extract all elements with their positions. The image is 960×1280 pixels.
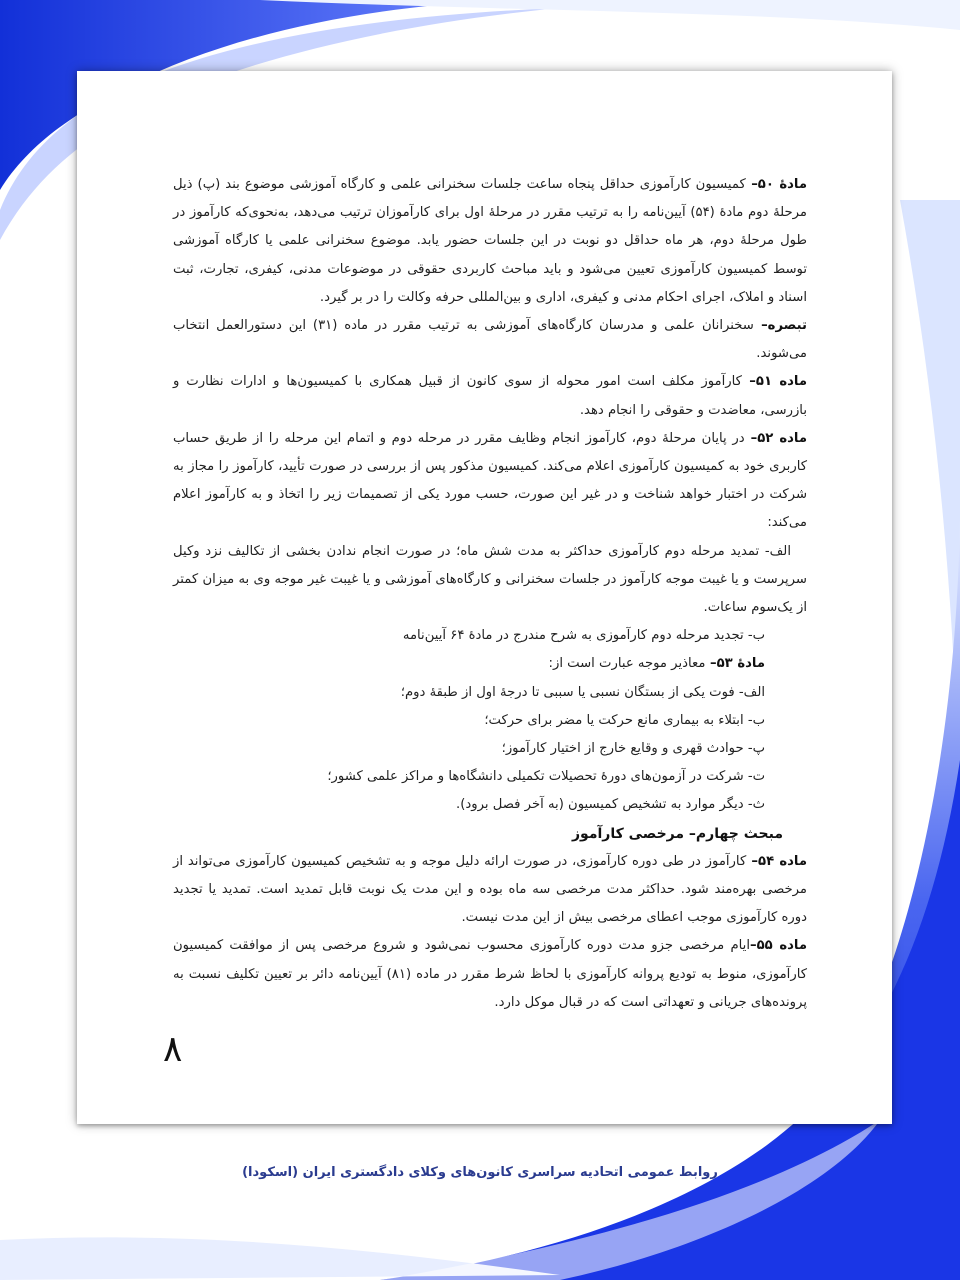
section-subtitle: مبحث چهارم– مرخصی کارآموز bbox=[571, 825, 783, 842]
footer-credit: روابط عمومی اتحادیه سراسری کانون‌های وکلای دادگستری ایران (اسکودا) bbox=[242, 1165, 718, 1180]
list-item: پ- حوادث قهری و وقایع خارج از اختیار کارآموز؛ bbox=[501, 741, 765, 757]
page-number: ۸ bbox=[163, 1029, 183, 1070]
article-heading: مادهٔ ۵۳– bbox=[705, 656, 765, 672]
article-heading: ماده ۵۱– bbox=[741, 374, 808, 390]
clause-text: الف- تمدید مرحله دوم کارآموزی حداکثر به مدت شش ماه؛ در صورت انجام ندادن بخشی از تکالیف نزد وکیل سرپرست و یا غیبت موجه کارآموز در جلسات سخنرانی و کارگاه‌های آموزشی و یا غیبت غیر موجه وی به میزان کمتر از یک‌سوم ساعات. bbox=[173, 543, 807, 616]
article-54 bbox=[173, 848, 807, 933]
document-page bbox=[77, 71, 892, 1124]
article-text: در پایان مرحلهٔ دوم، کارآموز انجام وظایف مقرر در مرحله دوم و اتمام این مرحله را از طریق حساب کاربری خود به کمیسیون کارآموزی اعلام می‌کند. کمیسیون مذکور پس از بررسی در صورت تأیید، کارآموز را مجاز به شرکت در اختبار خواهد شناخت و در غیر این صورت، حسب مورد یکی از تصمیمات زیر را اتخاذ و به کارآموز اعلام می‌کند: bbox=[173, 430, 807, 531]
note-paragraph bbox=[173, 312, 807, 368]
list-item: ث- دیگر موارد به تشخیص کمیسیون (به آخر فصل برود). bbox=[456, 797, 765, 813]
note-heading: تبصره– bbox=[753, 318, 807, 334]
article-heading: مادهٔ ۵۰– bbox=[745, 177, 807, 192]
article-text: کارآموز مکلف است امور محوله از سوی کانون از قبیل همکاری با کمیسیون‌ها و ادارات نظارت و بازرسی، معاضدت و حقوقی را انجام دهد. bbox=[173, 374, 807, 418]
article-text: ایام مرخصی جزو مدت دوره کارآموزی محسوب نمی‌شود و شروع مرخصی پس از موافقت کمیسیون کارآموزی، منوط به تودیع پروانه کارآموزی با لحاظ شرط مقرر در ماده (۸۱) آیین‌نامه دائر بر تعیین تکلیف نسبت به پرونده‌های جریانی و تعهداتی است که در قبال موکل دارد. bbox=[173, 938, 807, 1010]
list-item: ت- شرکت در آزمون‌های دورهٔ تحصیلات تکمیلی دانشگاه‌ها و مراکز علمی کشور؛ bbox=[327, 769, 765, 785]
list-item: الف- فوت یکی از بستگان نسبی یا سببی تا درجهٔ اول از طبقهٔ دوم؛ bbox=[400, 684, 765, 700]
page-content bbox=[173, 171, 807, 1017]
article-53 bbox=[173, 650, 807, 678]
clause-be: ب- تجدید مرحله دوم کارآموزی به شرح مندرج در مادهٔ ۶۴ آیین‌نامه bbox=[402, 628, 765, 644]
article-50 bbox=[173, 171, 807, 312]
article-55 bbox=[173, 932, 807, 1017]
article-heading: ماده ۵۴– bbox=[746, 853, 807, 869]
article-51 bbox=[173, 368, 807, 424]
article-heading: ماده ۵۲– bbox=[744, 430, 808, 446]
article-text: کمیسیون کارآموزی حداقل پنجاه ساعت جلسات سخنرانی علمی و کارگاه آموزشی موضوع بند (پ) ذیل مرحلهٔ دوم مادهٔ (۵۴) آیین‌نامه را به ترتیب مقرر در مرحلهٔ اول برای کارآموزان ترتیب می‌دهد، به‌نحوی‌که کارآموز در طول مرحلهٔ دوم، هر ماه حداقل دو نوبت در این جلسات حضور یابد. موضوع سخنرانی علمی یا کارگاه آموزشی توسط کمیسیون کارآموزی تعیین می‌شود و باید مباحث کاربردی حقوقی در موضوعات مدنی، کیفری، تجارت، ثبت اسناد و املاک، اجرای احکام مدنی و کیفری، اداری و بین‌المللی حرفه وکالت را در بر گیرد. bbox=[173, 177, 807, 305]
article-heading: ماده ۵۵– bbox=[749, 938, 807, 954]
list-item: ب- ابتلاء به بیماری مانع حرکت یا مضر برای حرکت؛ bbox=[484, 712, 765, 728]
note-text: سخنرانان علمی و مدرسان کارگاه‌های آموزشی به ترتیب مقرر در ماده (۳۱) این دستورالعمل انتخاب می‌شوند. bbox=[173, 318, 807, 362]
article-text: معاذیر موجه عبارت است از: bbox=[548, 656, 706, 672]
article-52 bbox=[173, 425, 807, 538]
clause-alef bbox=[173, 538, 807, 623]
article-text: کارآموز در طی دوره کارآموزی، در صورت ارائه دلیل موجه و به تشخیص کمیسیون کارآموزی می‌تواند از مرخصی بهره‌مند شود. حداکثر مدت مرخصی سه ماه بوده و این مدت یک نوبت قابل تمدید است. تمدید یا تجدید دوره کارآموزی موجب اعطای مرخصی بیش از این مدت نیست. bbox=[173, 853, 807, 926]
